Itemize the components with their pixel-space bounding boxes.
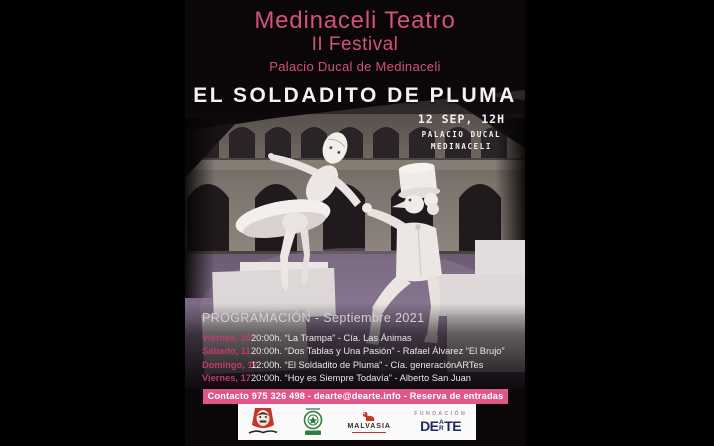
program-section: [202, 311, 517, 383]
program-day: Viernes, 10: [202, 333, 251, 343]
dearte-de: DE: [420, 417, 439, 434]
program-day: Domingo, 12: [202, 359, 258, 370]
festival-venue: Palacio Ducal de Medinaceli: [269, 59, 441, 74]
malvasia-label: MALVASIA: [347, 423, 391, 430]
malvasia-bird-icon: [360, 411, 378, 422]
program-row: [202, 373, 517, 383]
festival-poster: [185, 0, 525, 446]
program-detail: 12:00h. “El Soldadito de Pluma” - Cía. generaciónARTes: [251, 359, 484, 370]
green-seal-logo: [302, 407, 324, 437]
program-heading: PROGRAMACIÓN - Septiembre 2021: [202, 311, 425, 325]
fundacion-label: FUNDACIÓN: [414, 410, 467, 417]
malvasia-rule: [352, 432, 386, 434]
show-venue-line1: PALACIO DUCAL: [421, 130, 502, 139]
dearte-wordmark: [420, 418, 461, 434]
program-detail: 20:00h. “Dos Tablas y Una Pasión” - Rafael Álvarez “El Brujo”: [251, 346, 505, 357]
program-detail: 20:00h. “La Trampa” - Cía. Las Ánimas: [251, 333, 412, 343]
dearte-te: TE: [444, 417, 462, 434]
show-datetime: 12 SEP, 12H: [417, 112, 505, 126]
show-date-block: [418, 112, 505, 151]
sponsor-strip: [238, 404, 476, 440]
festival-title: Medinaceli Teatro: [254, 7, 456, 34]
program-day: Sábado, 11: [202, 346, 251, 357]
program-row: [202, 346, 517, 356]
green-seal-icon: [302, 407, 324, 437]
show-title: EL SOLDADITO DE PLUMA: [193, 84, 517, 107]
program-day: Viernes, 17: [202, 372, 251, 383]
program-row: [202, 333, 517, 343]
program-row: [202, 360, 517, 370]
program-rows: [202, 333, 517, 383]
show-venue-line2: MEDINACELI: [430, 142, 492, 151]
malvasia-logo: [347, 411, 391, 433]
dearte-ar-monogram: [439, 420, 444, 431]
festival-edition: II Festival: [311, 34, 399, 55]
dearte-a: A: [439, 419, 444, 426]
taberna-face-icon: [247, 407, 279, 437]
contact-bar: Contacto 975 326 498 - dearte@dearte.info - Reserva de entradas: [203, 389, 508, 404]
program-detail: 20:00h. “Hoy es Siempre Todavía” - Alberto San Juan: [251, 372, 471, 383]
dearte-r: R: [439, 424, 444, 432]
taberna-logo: [247, 407, 279, 437]
fundacion-dearte-logo: [414, 411, 467, 434]
